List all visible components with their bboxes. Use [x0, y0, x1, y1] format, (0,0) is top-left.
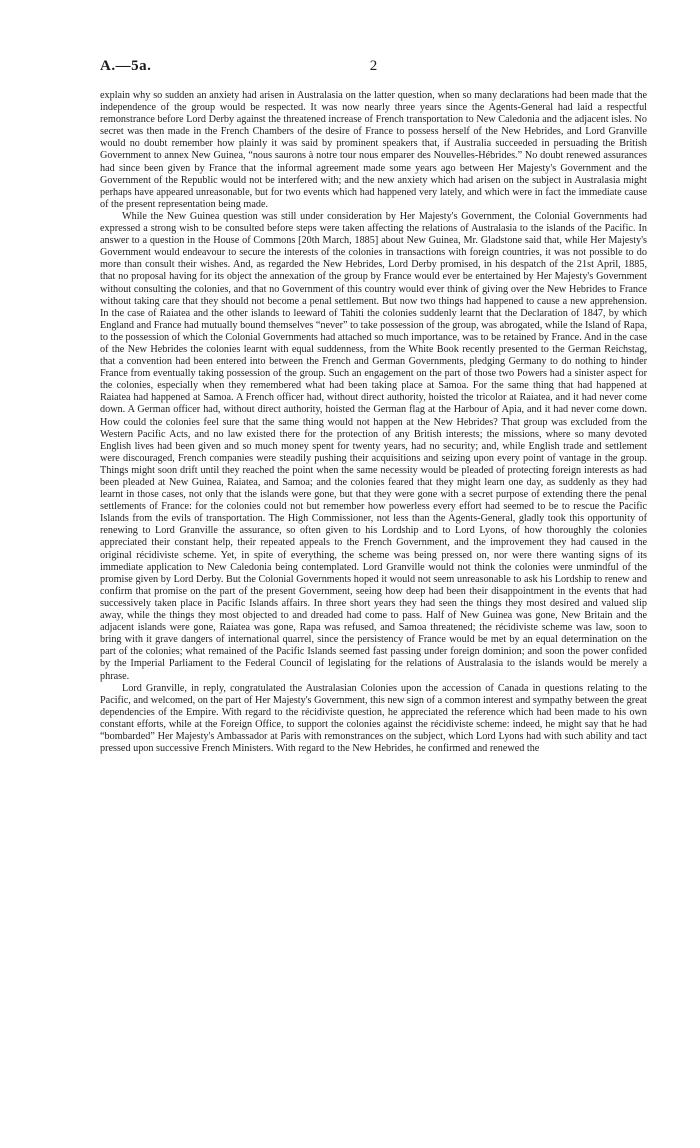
- paragraph: While the New Guinea question was still under consideration by Her Majesty's Government, the Colonial Governments had expressed a strong wish to be consulted before steps were taken affecting the relations of Australasia to the islands of the Pacific. In answer to a question in the House of Commons [20th March, 1885] about New Guinea, Mr. Gladstone said that, while Her Majesty's Government would endeavour to secure the interests of the colonies in transactions with foreign countries, it was not possible to do more than consult their wishes. And, as regarded the New Hebrides, Lord Derby promised, in his despatch of the 21st April, 1885, that no proposal having for its object the annexation of the group by France would ever be entertained by Her Majesty's Government without consulting the colonies, and that no Government of this country would ever think of giving over the New Hebrides to France without taking care that they should not become a penal settlement. But now two things had happened to cause a new apprehension. In the case of Raiatea and the other islands to leeward of Tahiti the colonies suddenly learnt that the Declaration of 1847, by which England and France had mutually bound themselves “never” to take possession of the group, was abrogated, while the Island of Rapa, to the possession of which the Colonial Governments had attached so much importance, was to be retained by France. And in the case of the New Hebrides the colonies learnt with equal suddenness, from the White Book recently presented to the German Reichstag, that a convention had been entered into between the French and German Governments, pledging Germany to do nothing to hinder France from eventually taking possession of the group. Such an engagement on the part of those two Powers had a sinister aspect for the colonies, especially when they remembered what had been taking place at Samoa. For the same thing that had happened at Raiatea had happened at Samoa. A French officer had, without direct authority, hoisted the tricolor at Raiatea, and it had never come down. A German officer had, without direct authority, hoisted the German flag at the Harbour of Apia, and it had never come down. How could the colonies feel sure that the same thing would not happen at the New Hebrides? That group was excluded from the Western Pacific Acts, and no law existed there for the protection of any British interests; the missions, where so many devoted English lives had been given and so much money spent for twenty years, had no security; and, while English trade and settlement were discouraged, French companies were steadily pushing their acquisitions and seizing upon every point of vantage in the group. Things might soon drift until they reached the point when the same necessity would be pleaded of protecting foreign interests as had been pleaded at New Guinea, Raiatea, and Samoa; and the colonies feared that they might learn one day, as suddenly as they had learnt in those cases, not only that the islands were gone, but that they were gone with a secret purpose of extending there the penal settlements of France: for the colonies could not but remember how powerless every effort had seemed to be to rescue the Pacific Islands from the evils of transportation. The High Commissioner, not less than the Agents-General, gladly took this opportunity of renewing to Lord Granville the assurance, so often given to his Lordship and to Lord Lyons, of how thoroughly the colonies appreciated their constant help, their repeated appeals to the French Government, and the improvement they had caused in the original récidiviste scheme. Yet, in spite of everything, the scheme was being pressed on, nor were there wanting signs of its immediate application to New Caledonia being contemplated. Lord Granville would not think the colonies were unmindful of the promise given by Lord Derby. But the Colonial Governments hoped it would not seem unreasonable to ask his Lordship to renew and confirm that promise on the part of the present Government, seeing how deep had been their disappointment in the events that had successively taken place in Pacific Islands affairs. In three short years they had seen the things they most desired and valued slip away, while the things they most objected to and dreaded had come to pass. Half of New Guinea was gone, New Britain and the adjacent islands were gone, Raiatea was gone, Rapa was refused, and Samoa threatened; the récidiviste scheme was law, soon to bring with it grave dangers of international quarrel, since the persistency of France would be met by an equal determination on the part of the colonies; what remained of the Pacific Islands seemed fast passing under foreign dominion; and soon the power confided by the Imperial Parliament to the Federal Council of legislating for the relations of Australasia to the islands would be merely a phrase.: [100, 210, 647, 682]
- page-number: 2: [369, 58, 378, 74]
- paragraph: Lord Granville, in reply, congratulated the Australasian Colonies upon the accession of Canada in questions relating to the Pacific, and welcomed, on the part of Her Majesty's Government, this new sign of a common interest and sympathy between the great dependencies of the Empire. With regard to the récidiviste question, he appreciated the reference which had been made to his own constant efforts, while at the Foreign Office, to support the colonies against the récidiviste scheme: indeed, he might say that he had “bombarded” Her Majesty's Ambassador at Paris with remonstrances on the subject, which Lord Lyons had with such ability and tact pressed upon successive French Ministers. With regard to the New Hebrides, he confirmed and renewed the: [100, 682, 647, 755]
- paragraph: explain why so sudden an anxiety had arisen in Australasia on the latter question, when so many declarations had been made that the independence of the group would be respected. It was now nearly three years since the Agents-General had laid a respectful remonstrance before Lord Derby against the threatened increase of French transportation to New Caledonia and the adjacent isles. No secret was then made in the French Chambers of the desire of France to possess herself of the New Hebrides, and Lord Granville would no doubt remember how plainly it was said by prominent speakers that, if Australia succeeded in persuading the British Government to annex New Guinea, “nous saurons à notre tour nous emparer des Nouvelles-Hébrides.” No doubt renewed assurances had since been given by France that the informal agreement made some years ago between Her Majesty's Government and the Government of the Republic would not be interfered with; and the new anxiety which had arisen on the subject in Australasia might perhaps have appeared unreasonable, but for two events which had happened very lately, and which were in fact the immediate cause of the present representation being made.: [100, 90, 647, 210]
- document-body: [100, 90, 647, 755]
- document-reference: A.—5a.: [100, 58, 152, 74]
- page-header: [100, 58, 647, 90]
